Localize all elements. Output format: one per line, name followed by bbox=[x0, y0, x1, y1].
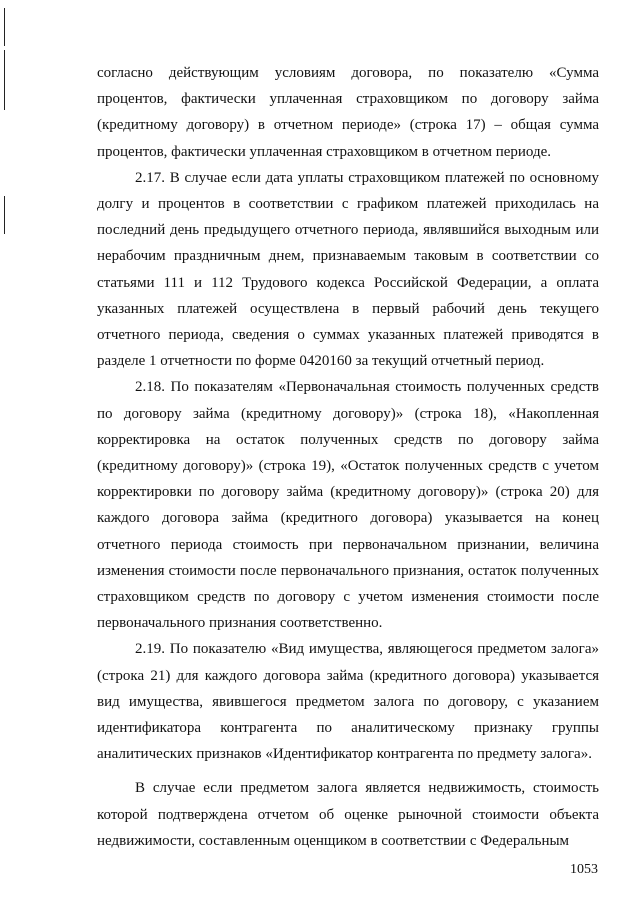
margin-line bbox=[4, 196, 5, 234]
paragraph-continuation: согласно действующим условиям договора, по показателю «Сумма процентов, фактически уплаченная страховщиком по договору займа (кредитному договору) в отчетном периоде» (строка 17) – общая сумма процентов, фактически уплаченная страховщиком в отчетном периоде. bbox=[97, 65, 599, 160]
paragraph-2-19: 2.19. По показателю «Вид имущества, являющегося предметом залога» (строка 21) для каждого договора займа (кредитного договора) указывается вид имущества, явившегося предметом залога по договору, с указанием идентификатора контрагента по аналитическому признаку группы аналитических признаков «Идентификатор контрагента по предмету залога». bbox=[97, 641, 599, 763]
margin-line bbox=[4, 8, 5, 46]
margin-line bbox=[4, 50, 5, 110]
paragraph-2-18: 2.18. По показателям «Первоначальная стоимость полученных средств по договору займа (кредитному договору)» (строка 18), «Накопленная корректировка на остаток полученных средств по договору займа (кредитному договору)» (строка 19), «Остаток полученных средств с учетом корректировки по договору займа (кредитному договору)» (строка 20) для каждого договора займа (кредитного договора) указывается на конец отчетного периода стоимость при первоначальном признании, величина изменения стоимости после первоначального признания, остаток полученных страховщиком средств по договору с учетом изменения стоимости после первоначального признания соответственно. bbox=[97, 379, 599, 632]
paragraph-realty-pledge: В случае если предметом залога является недвижимость, стоимость которой подтверждена отчетом об оценке рыночной стоимости объекта недвижимости, составленным оценщиком в соответствии с Федеральным bbox=[97, 780, 599, 849]
paragraph-2-17: 2.17. В случае если дата уплаты страховщиком платежей по основному долгу и процентов в соответствии с графиком платежей приходилась на последний день предыдущего отчетного периода, являвшийся выходным или нерабочим праздничным днем, признаваемым таковым в соответствии со статьями 111 и 112 Трудового кодекса Российской Федерации, а оплата указанных платежей осуществлена в первый рабочий день текущего отчетного периода, сведения о суммах указанных платежей приводятся в разделе 1 отчетности по форме 0420160 за текущий отчетный период. bbox=[97, 169, 599, 370]
paragraph-gap bbox=[97, 767, 599, 775]
document-body bbox=[97, 60, 599, 854]
page-number: 1053 bbox=[570, 862, 598, 877]
